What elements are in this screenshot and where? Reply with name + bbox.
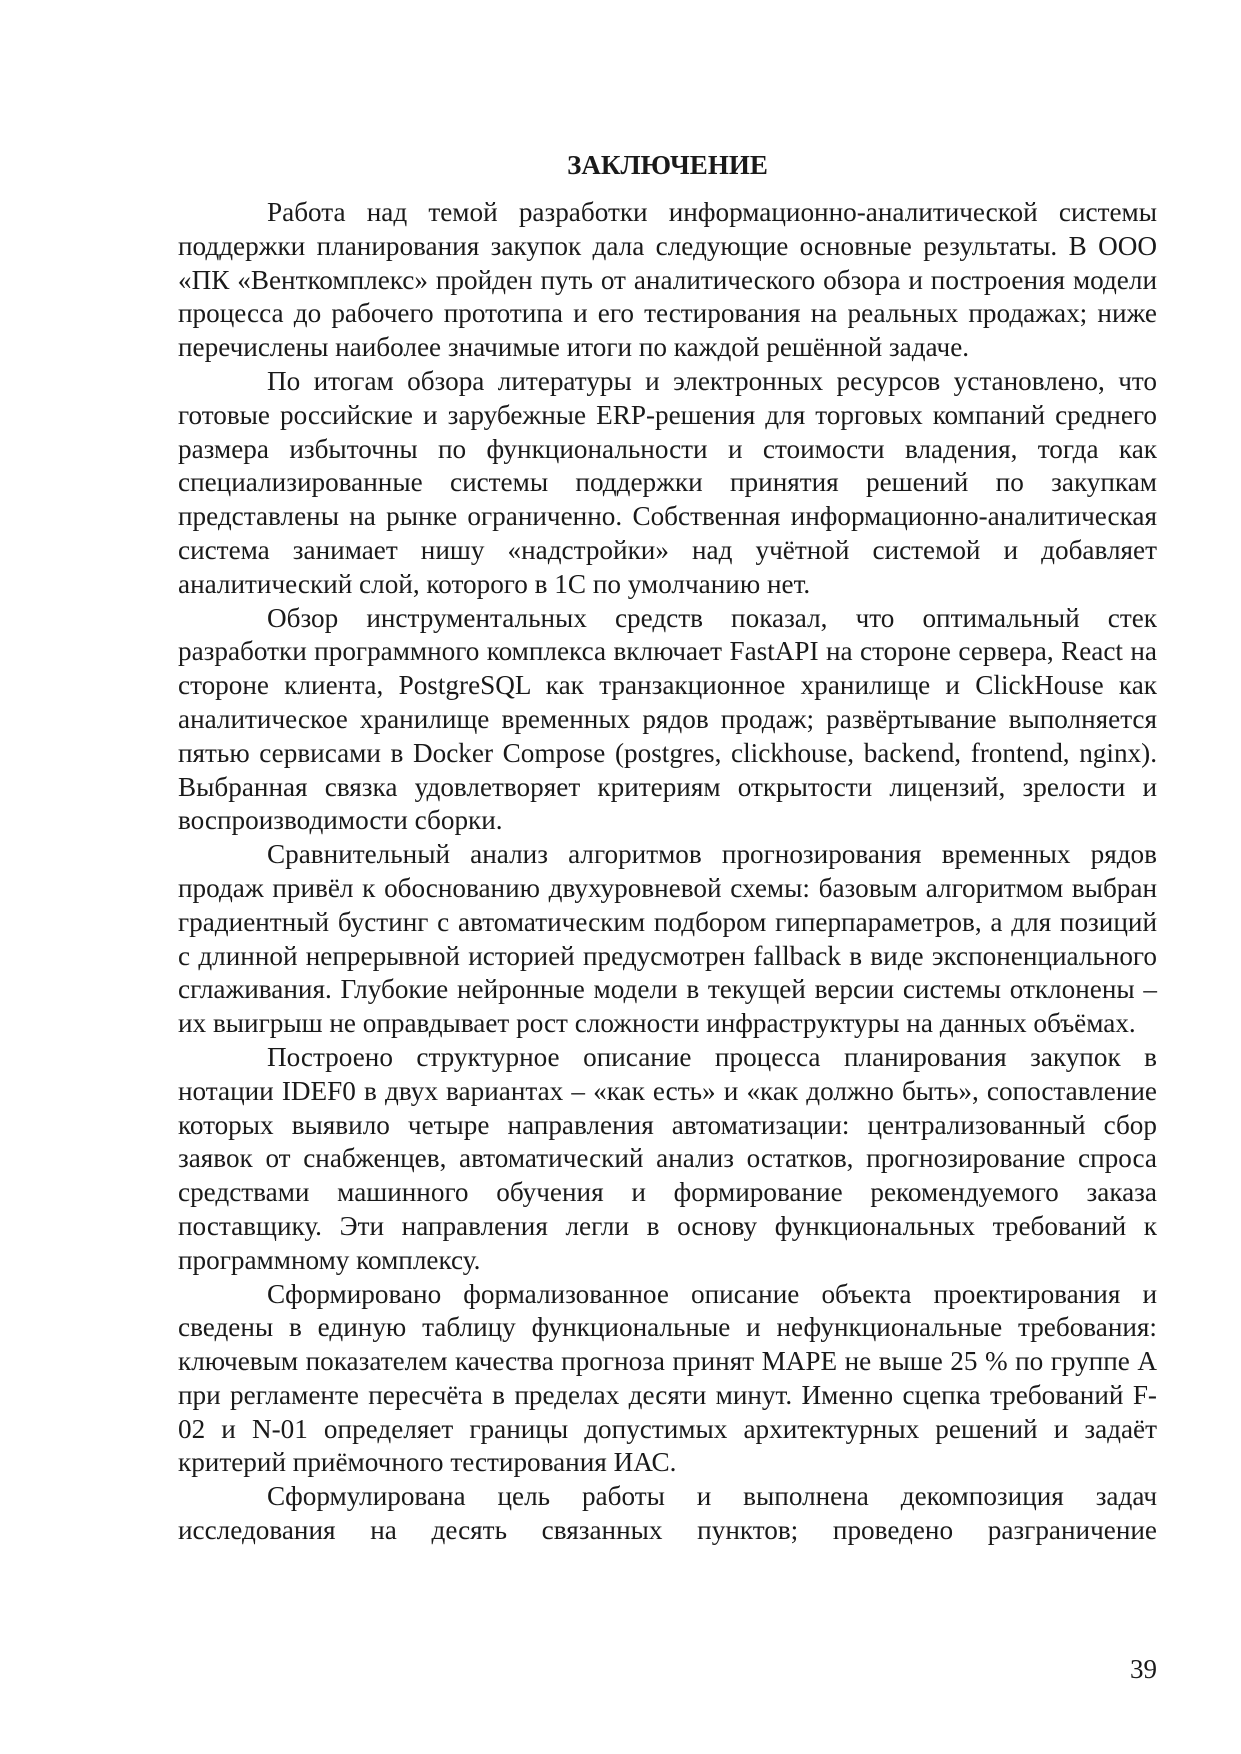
document-page	[178, 0, 1157, 1754]
paragraph-7: Сформулирована цель работы и выполнена декомпозиция задач исследования на десять связанных пунктов; проведено разграничение	[178, 1481, 1157, 1546]
paragraph-3: Обзор инструментальных средств показал, что оптимальный стек разработки программного комплекса включает FastAPI на стороне сервера, React на стороне клиента, PostgreSQL как транзакционное хранилище и ClickHouse как аналитическое хранилище временных рядов продаж; развёртывание выполняется пятью сервисами в Docker Compose (postgres, clickhouse, backend, frontend, nginx). Выбранная связка удовлетворяет критериям открытости лицензий, зрелости и воспроизводимости сборки.	[178, 602, 1157, 836]
body-text	[178, 196, 1157, 1548]
paragraph-2: По итогам обзора литературы и электронных ресурсов установлено, что готовые российские и зарубежные ERP-решения для торговых компаний среднего размера избыточны по функциональности и стоимости владения, тогда как специализированные системы поддержки принятия решений по закупкам представлены на рынке ограниченно. Собственная информационно-аналитическая система занимает нишу «надстройки» над учётной системой и добавляет аналитический слой, которого в 1С по умолчанию нет.	[178, 365, 1157, 599]
page-number: 39	[1130, 1654, 1157, 1684]
paragraph-5: Построено структурное описание процесса планирования закупок в нотации IDEF0 в двух вариантах – «как есть» и «как должно быть», сопоставление которых выявило четыре направления автоматизации: централизованный сбор заявок от снабженцев, автоматический анализ остатков, прогнозирование спроса средствами машинного обучения и формирование рекомендуемого заказа поставщику. Эти направления легли в основу функциональных требований к программному комплексу.	[178, 1041, 1157, 1275]
section-heading: ЗАКЛЮЧЕНИЕ	[567, 150, 768, 180]
paragraph-6: Сформировано формализованное описание объекта проектирования и сведены в единую таблицу функциональные и нефункциональные требования: ключевым показателем качества прогноза принят MAPE не выше 25 % по группе A при регламенте пересчёта в пределах десяти минут. Именно сцепка требований F-02 и N-01 определяет границы допустимых архитектурных решений и задаёт критерий приёмочного тестирования ИАС.	[178, 1278, 1157, 1478]
paragraph-1: Работа над темой разработки информационно-аналитической системы поддержки планирования закупок дала следующие основные результаты. В ООО «ПК «Венткомплекс» пройден путь от аналитического обзора и построения модели процесса до рабочего прототипа и его тестирования на реальных продажах; ниже перечислены наиболее значимые итоги по каждой решённой задаче.	[178, 197, 1157, 363]
paragraph-4: Сравнительный анализ алгоритмов прогнозирования временных рядов продаж привёл к обоснованию двухуровневой схемы: базовым алгоритмом выбран градиентный бустинг с автоматическим подбором гиперпараметров, а для позиций с длинной непрерывной историей предусмотрен fallback в виде экспоненциального сглаживания. Глубокие нейронные модели в текущей версии системы отклонены – их выигрыш не оправдывает рост сложности инфраструктуры на данных объёмах.	[178, 839, 1157, 1039]
